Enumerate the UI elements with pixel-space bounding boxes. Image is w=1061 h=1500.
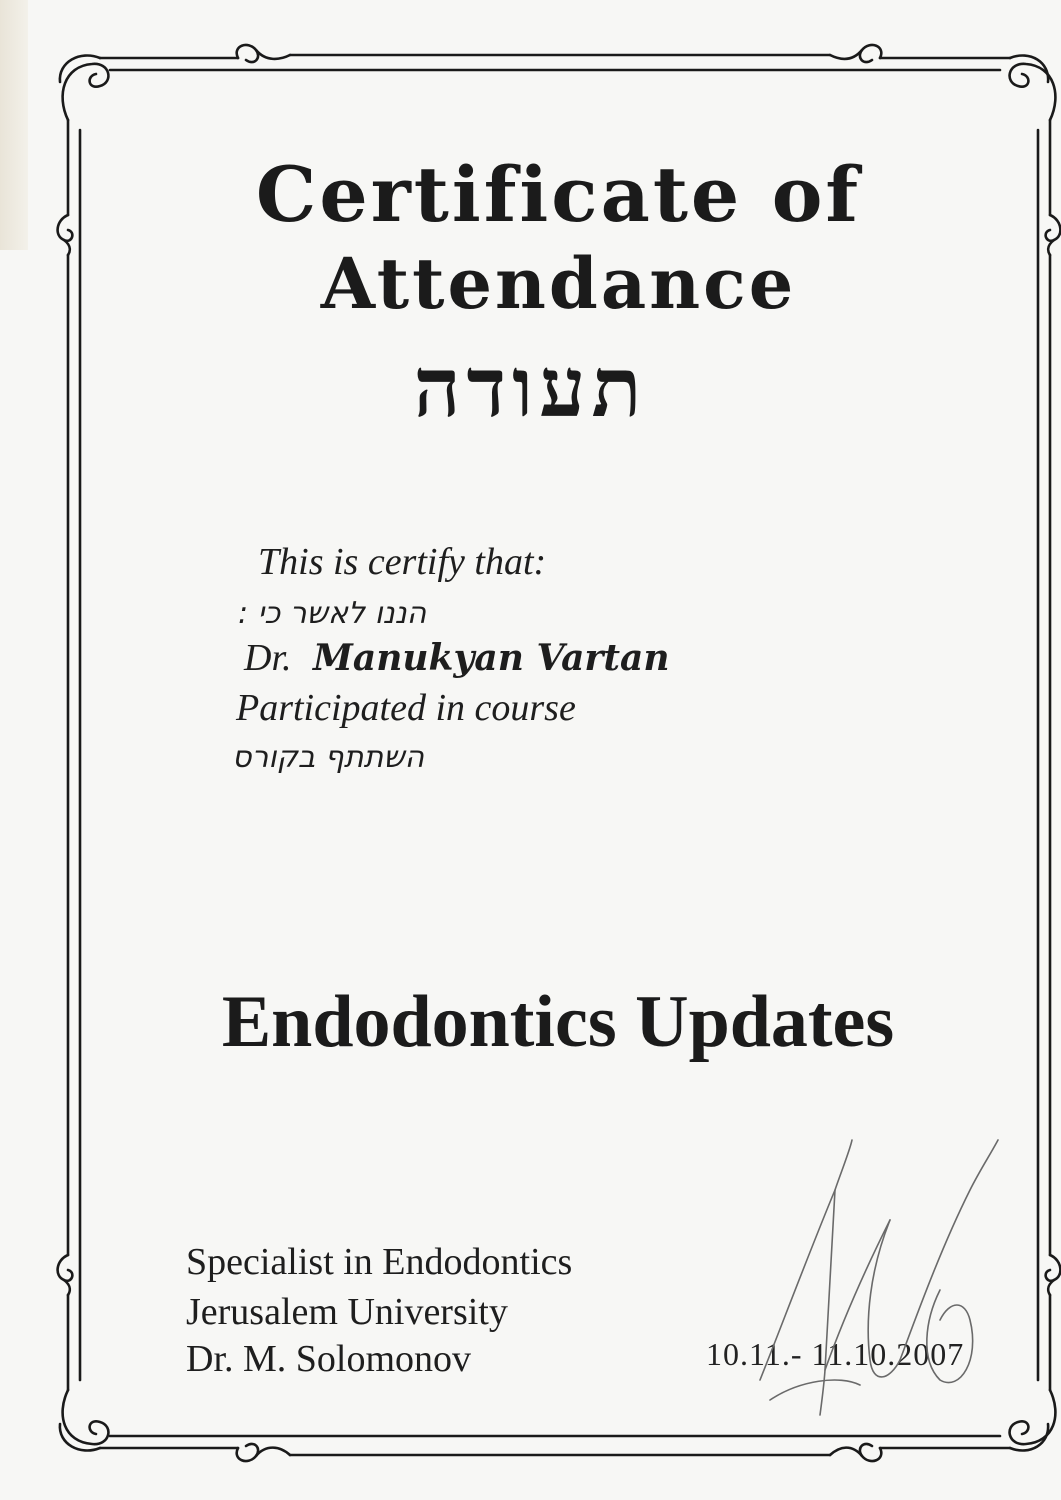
signer-role: Specialist in Endodontics xyxy=(186,1241,573,1283)
certify-statement-hebrew: הננו לאשר כי : xyxy=(238,596,427,631)
certify-statement: This is certify that: xyxy=(258,541,547,583)
participated-statement-hebrew: השתתף בקורס xyxy=(232,740,425,775)
participated-statement: Participated in course xyxy=(236,687,576,729)
signer-name: Dr. M. Solomonov xyxy=(186,1338,472,1380)
certificate-title-line1: Certificate of xyxy=(255,150,862,239)
course-name: Endodontics Updates xyxy=(221,981,895,1063)
recipient xyxy=(244,636,670,680)
certificate-title-hebrew: תעודה xyxy=(413,340,648,436)
handwritten-signature xyxy=(740,1130,1020,1420)
signer-institution: Jerusalem University xyxy=(186,1291,508,1333)
recipient-prefix: Dr. xyxy=(244,637,292,679)
recipient-name: Manukyan Vartan xyxy=(313,637,670,679)
certificate-title-line2: Attendance xyxy=(320,242,797,325)
course-dates: 10.11.- 11.10.2007 xyxy=(706,1336,965,1372)
